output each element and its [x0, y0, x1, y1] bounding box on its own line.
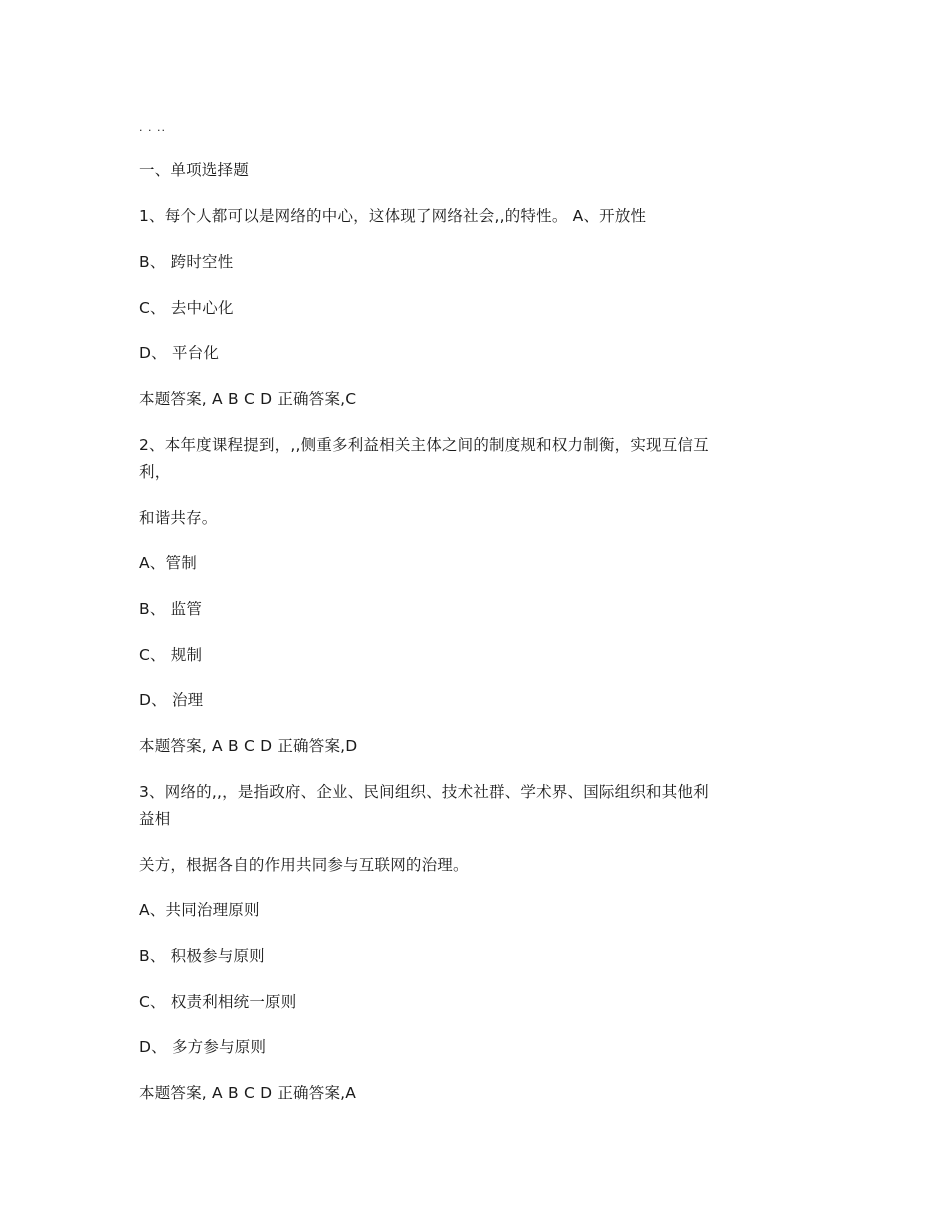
question-3-option-c: C、 权责利相统一原则	[139, 993, 297, 1011]
question-3-stem-line3: 关方，根据各自的作用共同参与互联网的治理。	[139, 856, 469, 874]
question-2-stem-line1: 2、本年度课程提到，,,侧重多利益相关主体之间的制度规和权力制衡，实现互信互	[139, 436, 709, 454]
question-2-stem-line3: 和谐共存。	[139, 509, 218, 527]
question-1-option-d: D、 平台化	[139, 344, 220, 362]
question-2-answer: 本题答案, A B C D 正确答案,D	[139, 737, 358, 755]
question-3-option-a: A、共同治理原则	[139, 901, 260, 919]
question-3-stem-line2: 益相	[139, 810, 171, 828]
question-2-option-c: C、 规制	[139, 646, 203, 664]
question-1-option-b: B、 跨时空性	[139, 253, 234, 271]
question-2-option-d: D、 治理	[139, 691, 204, 709]
section-title: 一、单项选择题	[139, 161, 249, 179]
question-2-option-a: A、管制	[139, 554, 197, 572]
question-1-stem: 1、每个人都可以是网络的中心，这体现了网络社会,,的特性。 A、开放性	[139, 207, 647, 225]
question-1-answer: 本题答案, A B C D 正确答案,C	[139, 390, 357, 408]
question-2-option-b: B、 监管	[139, 600, 203, 618]
question-2-stem-line2: 利，	[139, 463, 171, 481]
question-3-stem-line1: 3、网络的,,，是指政府、企业、民间组织、技术社群、学术界、国际组织和其他利	[139, 783, 709, 801]
question-3-answer: 本题答案, A B C D 正确答案,A	[139, 1084, 357, 1102]
question-1-option-c: C、 去中心化	[139, 299, 234, 317]
header-mark: . . ..	[139, 121, 166, 134]
question-3-option-b: B、 积极参与原则	[139, 947, 265, 965]
question-3-option-d: D、 多方参与原则	[139, 1038, 267, 1056]
